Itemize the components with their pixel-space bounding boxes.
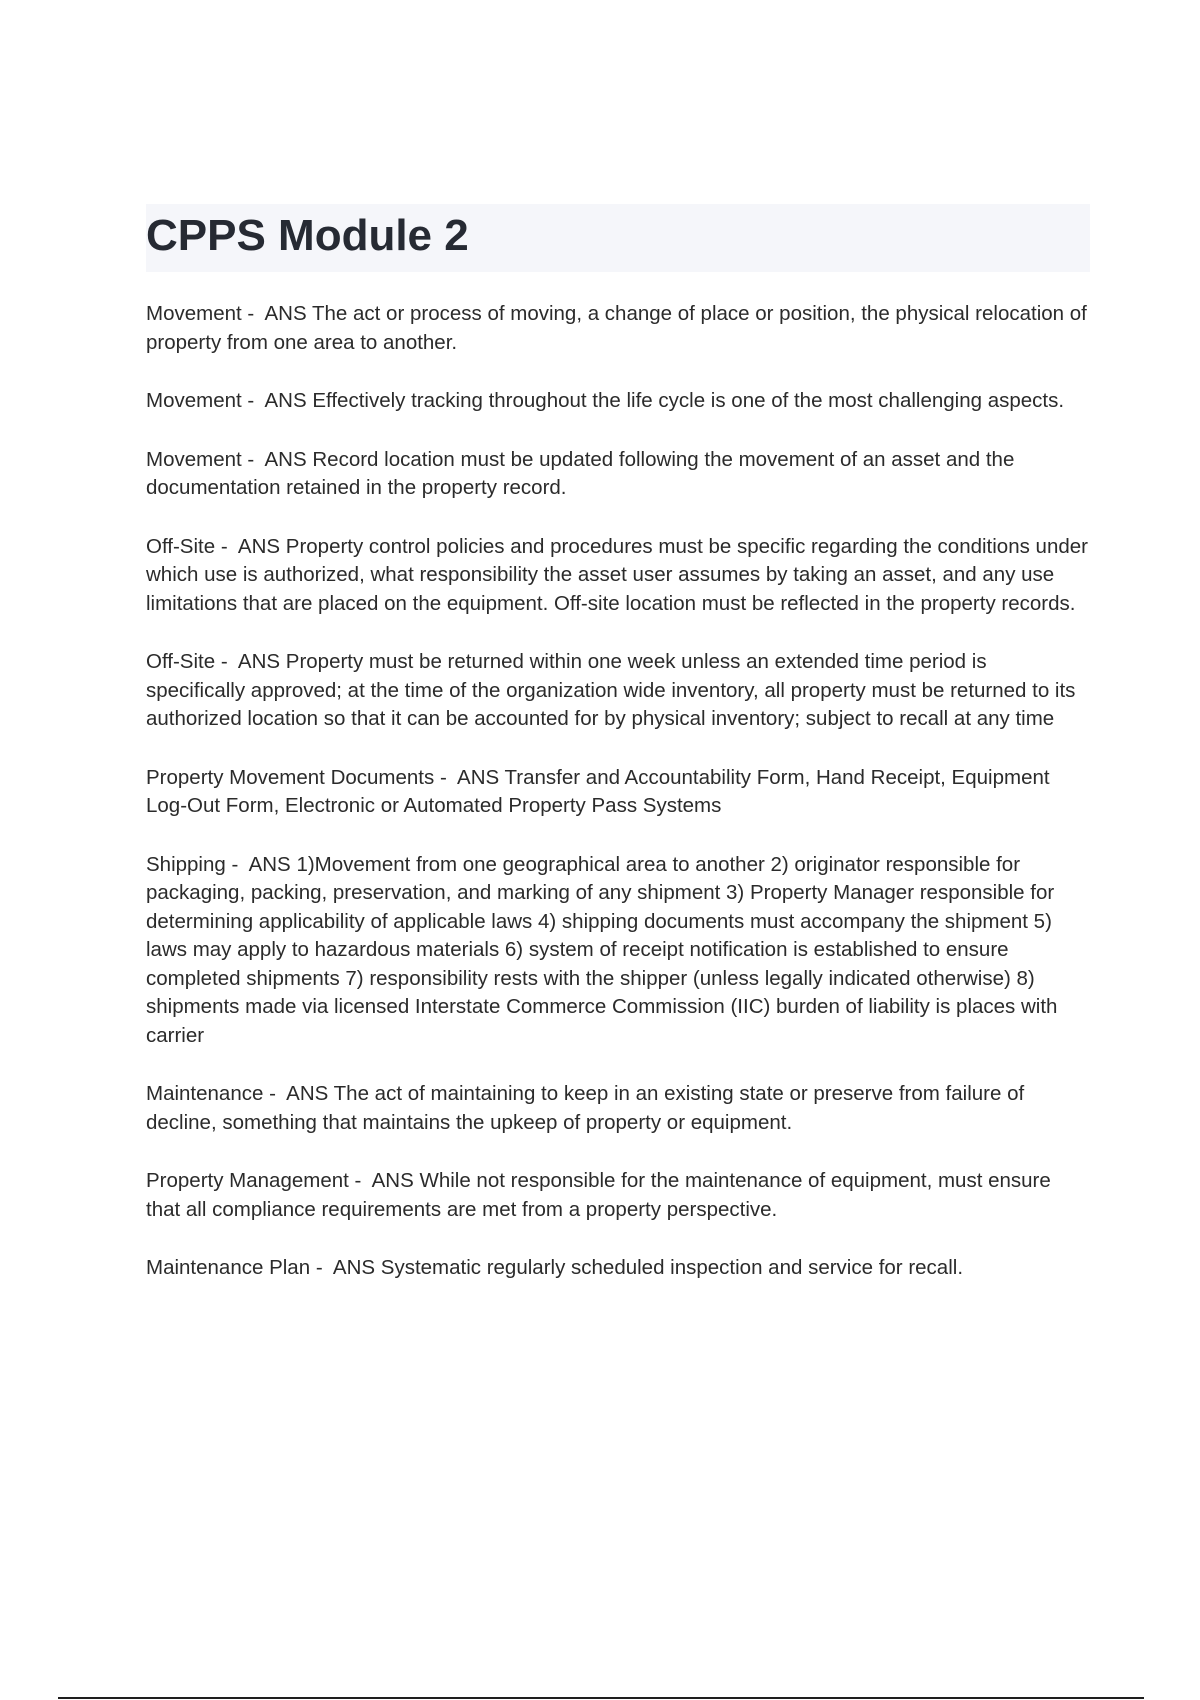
entry-separator: - ANS <box>263 1082 334 1105</box>
entry-separator: - ANS <box>241 389 313 412</box>
entry-separator: - ANS <box>310 1256 381 1279</box>
entry-separator: - ANS <box>225 852 297 876</box>
flashcard-entry <box>146 1167 1090 1224</box>
entry-definition: Systematic regularly scheduled inspection and service for recall. <box>380 1256 964 1279</box>
flashcard-entry <box>146 851 1090 1051</box>
entry-term: Off-Site <box>146 534 216 558</box>
entry-separator: - ANS <box>348 1169 420 1192</box>
entry-term: Property Movement Documents <box>146 765 435 789</box>
entry-definition: Property control policies and procedures must be specific regarding the conditions under which use is authorized, what responsibility the asset user assumes by taking an asset, and any use limitations that are placed on the equipment. Off-site location must be reflected in the property records. <box>146 534 1088 615</box>
entry-definition: Property must be returned within one week unless an extended time period is specifically approved; at the time of the organization wide inventory, all property must be returned to its authorized location so that it can be accounted for by physical inventory; subject to recall at any time <box>146 650 1076 730</box>
entry-separator: - ANS <box>215 650 286 673</box>
entry-separator: - ANS <box>215 534 286 558</box>
entry-term: Movement <box>146 447 242 471</box>
entry-separator: - ANS <box>434 765 505 789</box>
flashcard-entry <box>146 387 1090 416</box>
entry-term: Maintenance Plan <box>146 1256 311 1279</box>
flashcard-entry <box>146 446 1090 503</box>
entry-definition: The act or process of moving, a change of place or position, the physical relocation of property from one area to another. <box>146 302 1087 354</box>
title-band <box>146 204 1090 272</box>
document-title: CPPS Module 2 <box>146 211 469 260</box>
flashcard-entry <box>146 1254 1090 1283</box>
entry-separator: - ANS <box>241 447 313 471</box>
flashcard-entry <box>146 300 1090 357</box>
entry-term: Property Management <box>146 1169 349 1192</box>
flashcard-entry <box>146 533 1090 619</box>
flashcard-entry <box>146 648 1090 734</box>
entry-definition: The act of maintaining to keep in an existing state or preserve from failure of decline, something that maintains the upkeep of property or equipment. <box>146 1082 1025 1134</box>
flashcard-list <box>146 300 1090 1313</box>
entry-separator: - ANS <box>241 302 312 325</box>
entry-term: Maintenance <box>146 1082 264 1105</box>
entry-definition: Effectively tracking throughout the life cycle is one of the most challenging aspects. <box>312 389 1065 412</box>
flashcard-entry <box>146 1080 1090 1137</box>
entry-definition: Record location must be updated following the movement of an asset and the documentation retained in the property record. <box>146 447 1015 499</box>
flashcard-entry <box>146 764 1090 821</box>
footer-divider <box>58 1697 1144 1699</box>
entry-term: Shipping <box>146 852 226 876</box>
entry-definition: While not responsible for the maintenance of equipment, must ensure that all compliance requirements are met from a property perspective. <box>146 1169 1051 1221</box>
entry-term: Movement <box>146 302 242 325</box>
entry-definition: 1)Movement from one geographical area to another 2) originator responsible for packaging, packing, preservation, and marking of any shipment 3) Property Manager responsible for determining applicability of applicable laws 4) shipping documents must accompany the shipment 5) laws may apply to hazardous materials 6) system of receipt notification is established to ensure completed shipments 7) responsibility rests with the shipper (unless legally indicated otherwise) 8) shipments made via licensed Interstate Commerce Commission (IIC) burden of liability is places with carrier <box>146 852 1058 1047</box>
entry-term: Off-Site <box>146 650 216 673</box>
entry-definition: Transfer and Accountability Form, Hand Receipt, Equipment Log-Out Form, Electronic or Automated Property Pass Systems <box>146 765 1050 817</box>
entry-term: Movement <box>146 389 242 412</box>
